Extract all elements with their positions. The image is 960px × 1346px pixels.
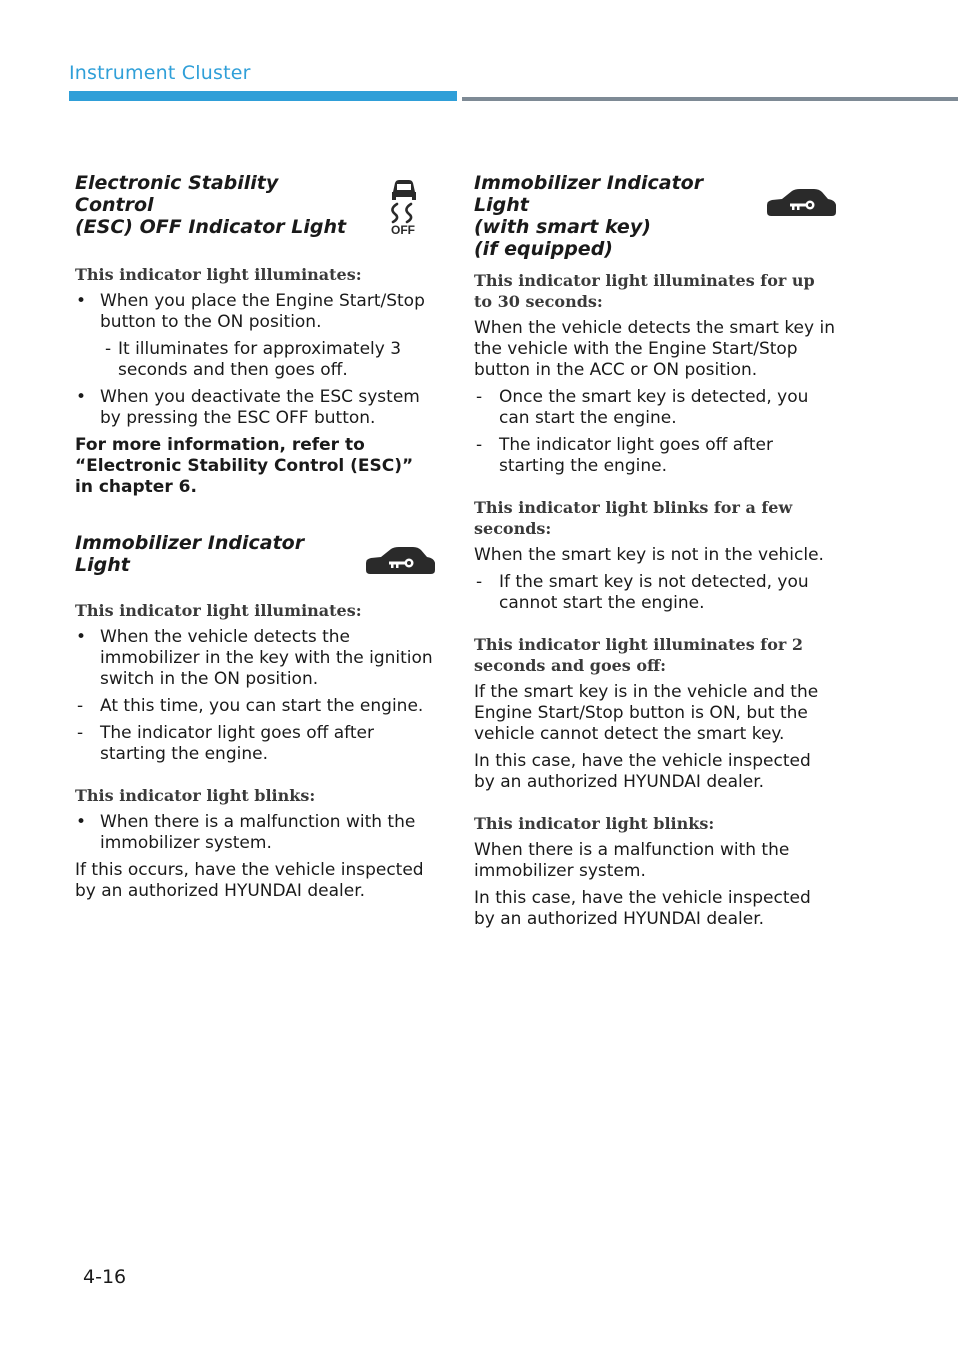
smart-key-para-2: When the smart key is not in the vehicle. — [474, 545, 824, 565]
list-item — [75, 291, 437, 381]
list-item: • When there is a malfunction with the immobilizer system. — [75, 812, 437, 854]
immobilizer-dash-list — [75, 696, 437, 765]
list-item: - The indicator light goes off after starting the engine. — [75, 723, 437, 765]
list-item: • When the vehicle detects the immobilizer in the key with the ignition switch in the ON position. — [75, 627, 437, 690]
smart-key-subhead-1: This indicator light illuminates for up to 30 seconds: — [474, 271, 815, 311]
smart-key-dash-list-2 — [474, 572, 836, 614]
left-column — [75, 172, 437, 908]
esc-subhead: This indicator light illuminates: — [75, 265, 362, 284]
smart-key-heading-line-3: (if equipped) — [474, 238, 613, 260]
esc-off-section-header — [75, 172, 437, 238]
header-accent-bar — [69, 91, 457, 101]
smart-key-dash-list-1 — [474, 387, 836, 477]
esc-more-info: For more information, refer to “Electronic Stability Control (ESC)” in chapter 6. — [75, 435, 414, 497]
esc-bullet-1-text: When you place the Engine Start/Stop button to the ON position. — [100, 291, 425, 332]
list-item: - Once the smart key is detected, you can start the engine. — [474, 387, 836, 429]
immobilizer-subhead-1: This indicator light illuminates: — [75, 601, 362, 620]
list-item: - The indicator light goes off after starting the engine. — [474, 435, 836, 477]
section-title: Instrument Cluster — [69, 62, 251, 84]
esc-off-icon — [383, 172, 423, 236]
header-rule — [462, 97, 958, 101]
smart-key-para-3: If the smart key is in the vehicle and the Engine Start/Stop button is ON, but the vehicle cannot detect the smart key. — [474, 682, 819, 744]
immobilizer-subhead-2: This indicator light blinks: — [75, 786, 316, 805]
immobilizer-bullet-list-2 — [75, 812, 437, 854]
smart-key-para-4: In this case, have the vehicle inspected by an authorized HYUNDAI dealer. — [474, 751, 811, 792]
immobilizer-heading-text: Immobilizer Indicator Light — [75, 532, 305, 576]
list-item: • When you deactivate the ESC system by pressing the ESC OFF button. — [75, 387, 437, 429]
right-column — [474, 172, 836, 936]
smart-key-para-1: When the vehicle detects the smart key in the vehicle with the Engine Start/Stop button in the ACC or ON position. — [474, 318, 835, 380]
list-item: - If the smart key is not detected, you cannot start the engine. — [474, 572, 836, 614]
immobilizer-section-header — [75, 532, 437, 588]
smart-key-para-6: In this case, have the vehicle inspected by an authorized HYUNDAI dealer. — [474, 888, 811, 929]
esc-sub-list — [75, 339, 437, 381]
esc-off-heading-line-1: Electronic Stability Control — [75, 172, 279, 216]
page-number: 4-16 — [83, 1266, 127, 1288]
esc-bullet-list — [75, 291, 437, 429]
smart-key-section-header — [474, 172, 836, 260]
immobilizer-key-car-icon — [363, 544, 437, 580]
smart-key-subhead-2: This indicator light blinks for a few seconds: — [474, 498, 793, 538]
esc-off-icon-text: OFF — [391, 223, 415, 236]
smart-key-heading-line-2: (with smart key) — [474, 216, 651, 238]
immobilizer-bullet-list-1 — [75, 627, 437, 690]
immobilizer-dealer-note: If this occurs, have the vehicle inspected by an authorized HYUNDAI dealer. — [75, 860, 424, 901]
smart-key-subhead-4: This indicator light blinks: — [474, 814, 715, 833]
esc-off-heading-line-2: (ESC) OFF Indicator Light — [75, 216, 347, 238]
smart-key-heading-line-1: Immobilizer Indicator Light — [474, 172, 704, 216]
list-item: - At this time, you can start the engine. — [75, 696, 437, 717]
smart-key-subhead-3: This indicator light illuminates for 2 seconds and goes off: — [474, 635, 803, 675]
smart-key-para-5: When there is a malfunction with the immobilizer system. — [474, 840, 790, 881]
list-item: - It illuminates for approximately 3 seconds and then goes off. — [75, 339, 437, 381]
smart-key-car-icon — [764, 186, 838, 222]
